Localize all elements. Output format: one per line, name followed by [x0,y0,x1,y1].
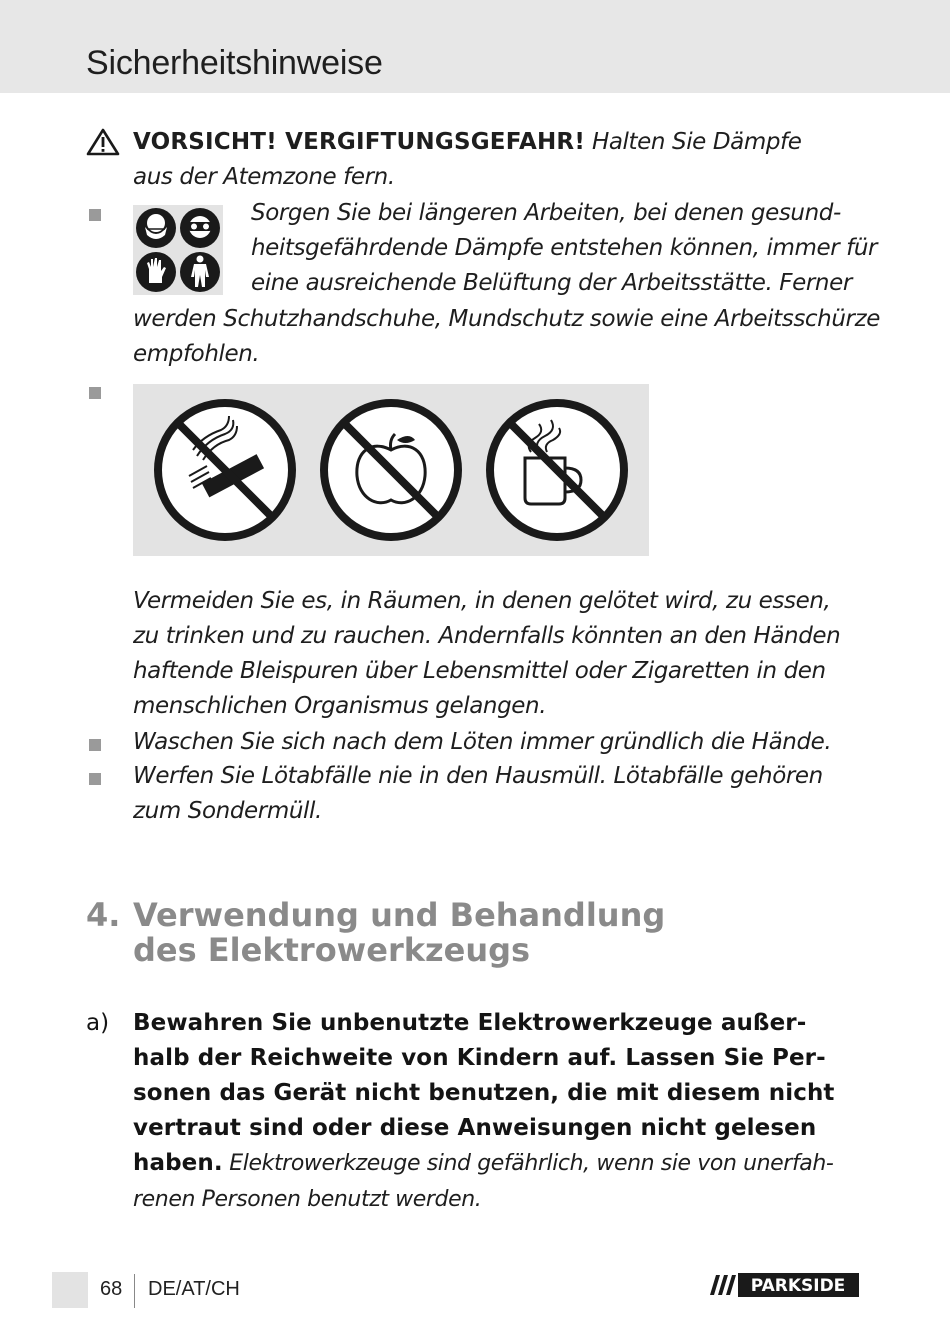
item-a-line-3: sonen das Gerät nicht benutzen, die mit diesem nicht [133,1080,835,1106]
item-a-line-5 [133,1146,833,1181]
no-drinking-icon [490,403,624,537]
bullet-marker [89,773,101,785]
bullet-marker [89,209,101,221]
no-eating-line-1: Vermeiden Sie es, in Räumen, in denen gelötet wird, zu essen, [133,588,831,614]
no-eating-line-4: menschlichen Organismus gelangen. [133,693,547,719]
bullet-marker [89,387,101,399]
warning-text: Halten Sie Dämpfe [585,129,802,155]
section-title-line-1: Verwendung und Behandlung [133,896,666,934]
gloves-icon [136,252,176,292]
warning-line-2: aus der Atemzone fern. [133,164,395,190]
ventilation-line-1: Sorgen Sie bei längeren Arbeiten, bei denen gesund- [251,200,841,226]
ventilation-line-4: werden Schutzhandschuhe, Mundschutz sowie eine Arbeitsschürze [133,306,880,332]
section-title-line-2: des Elektrowerkzeugs [133,931,531,969]
ventilation-line-5: empfohlen. [133,341,260,367]
protective-suit-icon [180,252,220,292]
waste-line-2: zum Sondermüll. [133,798,322,824]
page-number: 68 [100,1278,123,1300]
prohibition-sign-panel [133,384,649,556]
item-a-explanation: Elektrowerkzeuge sind gefährlich, wenn sie von unerfah- [222,1151,834,1176]
item-marker: a) [86,1010,110,1036]
footer-tab [52,1272,88,1308]
footer-divider [134,1274,135,1308]
ppe-icon-panel [133,205,223,295]
item-a-bold-end: haben. [133,1150,223,1176]
item-a-line-6: renen Personen benutzt werden. [133,1187,482,1212]
no-eating-icon [324,403,458,537]
goggles-icon [180,208,220,248]
item-a-line-4: vertraut sind oder diese Anweisungen nicht gelesen [133,1115,817,1141]
no-eating-line-2: zu trinken und zu rauchen. Andernfalls könnten an den Händen [133,623,841,649]
warning-triangle-icon [86,128,120,156]
section-number: 4. [86,896,121,934]
wash-hands-text: Waschen Sie sich nach dem Löten immer gründlich die Hände. [133,729,832,755]
no-smoking-icon [158,403,292,537]
item-a-line-1: Bewahren Sie unbenutzte Elektrowerkzeuge außer- [133,1010,807,1036]
parkside-logo [708,1272,860,1298]
bullet-marker [89,739,101,751]
page-title: Sicherheitshinweise [86,44,383,82]
warning-label: VORSICHT! VERGIFTUNGSGEFAHR! [133,129,586,155]
waste-line-1: Werfen Sie Lötabfälle nie in den Hausmüll. Lötabfälle gehören [133,763,823,789]
country-codes: DE/AT/CH [148,1278,240,1300]
ventilation-line-3: eine ausreichende Belüftung der Arbeitsstätte. Ferner [251,270,852,296]
mask-icon [136,208,176,248]
no-eating-line-3: haftende Bleispuren über Lebensmittel oder Zigaretten in den [133,658,826,684]
brand-name: PARKSIDE [750,1276,846,1296]
warning-line-1 [133,125,802,160]
item-a-line-2: halb der Reichweite von Kindern auf. Lassen Sie Per- [133,1045,826,1071]
ventilation-line-2: heitsgefährdende Dämpfe entstehen können, immer für [251,235,878,261]
